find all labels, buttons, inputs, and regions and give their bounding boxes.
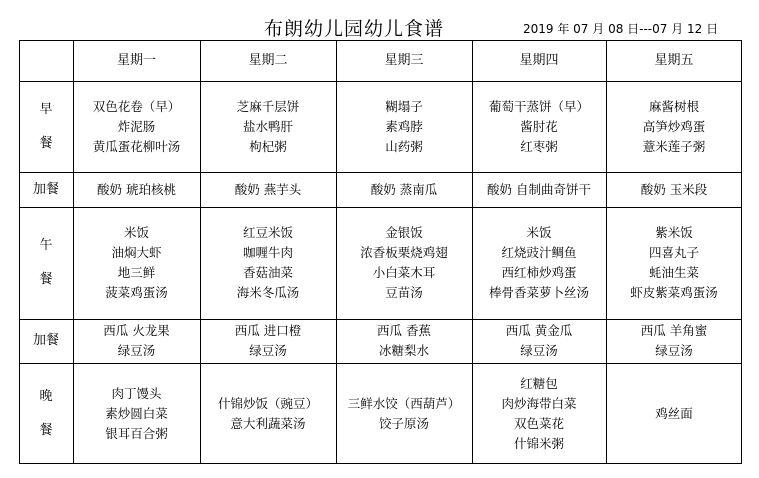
menu-cell-line: 红糖包	[520, 375, 558, 391]
day-header: 星期五	[654, 52, 694, 68]
meal-label	[19, 81, 73, 172]
menu-cell	[200, 207, 336, 319]
menu-cell-line: 什锦炒饭（豌豆）	[217, 395, 318, 411]
menu-cell-line: 芝麻千层饼	[236, 98, 300, 114]
menu-cell-line: 虾皮紫菜鸡蛋汤	[630, 285, 718, 300]
menu-cell	[73, 363, 200, 464]
menu-cell-line: 什锦米粥	[513, 435, 564, 451]
menu-cell	[472, 319, 606, 363]
menu-cell-line: 油焖大虾	[111, 245, 162, 260]
menu-cell-line: 葡萄干蒸饼（早）	[488, 98, 589, 114]
menu-cell-line: 高笋炒鸡蛋	[642, 118, 706, 134]
menu-cell-line: 西瓜 进口橙	[234, 323, 302, 338]
menu-cell-line: 三鲜水饺（西葫芦）	[347, 395, 461, 411]
meal-label-line: 早	[39, 101, 53, 117]
menu-cell-line: 米饭	[526, 225, 552, 240]
menu-cell-line: 素鸡脖	[385, 118, 423, 134]
meal-label-line: 餐	[39, 272, 53, 287]
menu-cell	[73, 207, 200, 319]
day-header: 星期三	[384, 52, 424, 68]
menu-cell-line: 小白菜木耳	[372, 265, 436, 280]
menu-cell	[200, 319, 336, 363]
meal-label-line: 午	[39, 238, 53, 253]
menu-cell	[73, 172, 200, 207]
menu-cell-line: 蚝油生菜	[648, 265, 699, 280]
menu-cell	[472, 172, 606, 207]
menu-cell-line: 西红柿炒鸡蛋	[501, 265, 577, 280]
day-header: 星期二	[248, 52, 288, 68]
menu-cell-line: 红豆米饭	[242, 225, 293, 240]
menu-cell	[606, 172, 742, 207]
menu-cell-line: 红枣粥	[520, 138, 558, 154]
date-range: 2019 年 07 月 08 日---07 月 12 日	[523, 22, 719, 36]
menu-cell	[200, 172, 336, 207]
menu-cell-line: 绿豆汤	[520, 343, 558, 358]
menu-cell-line: 绿豆汤	[249, 343, 287, 358]
menu-cell-line: 菠菜鸡蛋汤	[105, 285, 168, 300]
menu-cell-line: 米饭	[123, 225, 149, 240]
menu-cell-line: 意大利蔬菜汤	[230, 415, 306, 431]
menu-cell-line: 炸泥肠	[117, 118, 156, 134]
menu-cell-line: 枸杞粥	[249, 138, 287, 154]
menu-cell-line: 棒骨香菜萝卜丝汤	[488, 285, 589, 300]
menu-cell-line: 肉丁馒头	[111, 385, 162, 401]
meal-label	[19, 207, 73, 319]
menu-cell	[472, 207, 606, 319]
menu-cell-line: 肉炒海带白菜	[501, 395, 577, 411]
menu-cell	[73, 81, 200, 172]
page-title: 布朗幼儿园幼儿食谱	[264, 18, 445, 40]
menu-cell-line: 地三鲜	[117, 265, 156, 280]
menu-cell-line: 西瓜 黄金瓜	[505, 323, 573, 338]
menu-cell-line: 西瓜 羊角蜜	[640, 323, 708, 338]
meal-label	[19, 172, 73, 207]
menu-cell-line: 浓香板栗烧鸡翅	[360, 245, 448, 260]
menu-cell-line: 豆苗汤	[385, 285, 423, 300]
meal-label	[19, 363, 73, 464]
menu-cell-line: 西瓜 香蕉	[377, 323, 431, 338]
menu-cell-line: 香菇油菜	[242, 265, 293, 280]
menu-cell	[336, 363, 472, 464]
menu-cell-line: 海米冬瓜汤	[236, 285, 300, 300]
menu-cell-line: 双色花卷（早）	[92, 98, 181, 114]
day-header: 星期四	[519, 52, 559, 68]
meal-label-line: 加餐	[32, 181, 59, 197]
menu-cell-line: 饺子原汤	[378, 415, 429, 431]
menu-cell	[73, 319, 200, 363]
menu-cell-line: 麻酱树根	[648, 98, 699, 114]
menu-cell-line: 冰糖梨水	[378, 343, 429, 358]
menu-cell	[336, 81, 472, 172]
menu-cell-line: 绿豆汤	[117, 343, 156, 358]
menu-cell	[336, 207, 472, 319]
meal-label	[19, 319, 73, 363]
menu-cell-line: 酱肘花	[520, 118, 558, 134]
menu-cell	[606, 81, 742, 172]
menu-cell	[200, 363, 336, 464]
menu-cell	[472, 363, 606, 464]
menu-cell-line: 绿豆汤	[655, 343, 693, 358]
menu-cell-line: 素炒圆白菜	[105, 405, 168, 421]
menu-cell	[336, 172, 472, 207]
meal-label-line: 餐	[39, 422, 53, 438]
meal-label-line: 加餐	[32, 333, 59, 348]
menu-cell-line: 山药粥	[385, 138, 423, 154]
menu-cell-line: 四喜丸子	[648, 245, 699, 260]
menu-cell-line: 酸奶 燕芋头	[234, 181, 302, 197]
menu-cell-line: 咖喱牛肉	[242, 245, 293, 260]
menu-cell-line: 盐水鸭肝	[242, 118, 293, 134]
menu-cell	[336, 319, 472, 363]
menu-table	[19, 40, 742, 464]
menu-cell-line: 薏米莲子粥	[642, 138, 706, 154]
day-header: 星期一	[116, 52, 156, 68]
menu-cell-line: 西瓜 火龙果	[103, 323, 170, 338]
menu-cell-line: 黄瓜蛋花柳叶汤	[92, 138, 181, 154]
menu-cell-line: 紫米饭	[655, 225, 693, 240]
meal-label-line: 餐	[39, 135, 53, 151]
menu-cell-line: 鸡丝面	[655, 405, 693, 421]
menu-cell-line: 双色菜花	[513, 415, 564, 431]
menu-cell-line: 酸奶 蒸南瓜	[370, 181, 438, 197]
meal-label-line: 晚	[39, 388, 53, 404]
menu-cell	[200, 81, 336, 172]
menu-cell	[606, 207, 742, 319]
menu-cell	[606, 363, 742, 464]
menu-cell-line: 酸奶 玉米段	[640, 181, 708, 197]
menu-cell	[472, 81, 606, 172]
menu-cell-line: 酸奶 自制曲奇饼干	[487, 181, 591, 197]
menu-cell-line: 糊塌子	[385, 98, 423, 114]
menu-cell-line: 银耳百合粥	[105, 425, 168, 441]
menu-cell-line: 酸奶 琥珀核桃	[97, 181, 176, 197]
menu-cell-line: 红烧豉汁鲷鱼	[501, 245, 577, 260]
menu-cell-line: 金银饭	[385, 225, 423, 240]
menu-cell	[606, 319, 742, 363]
